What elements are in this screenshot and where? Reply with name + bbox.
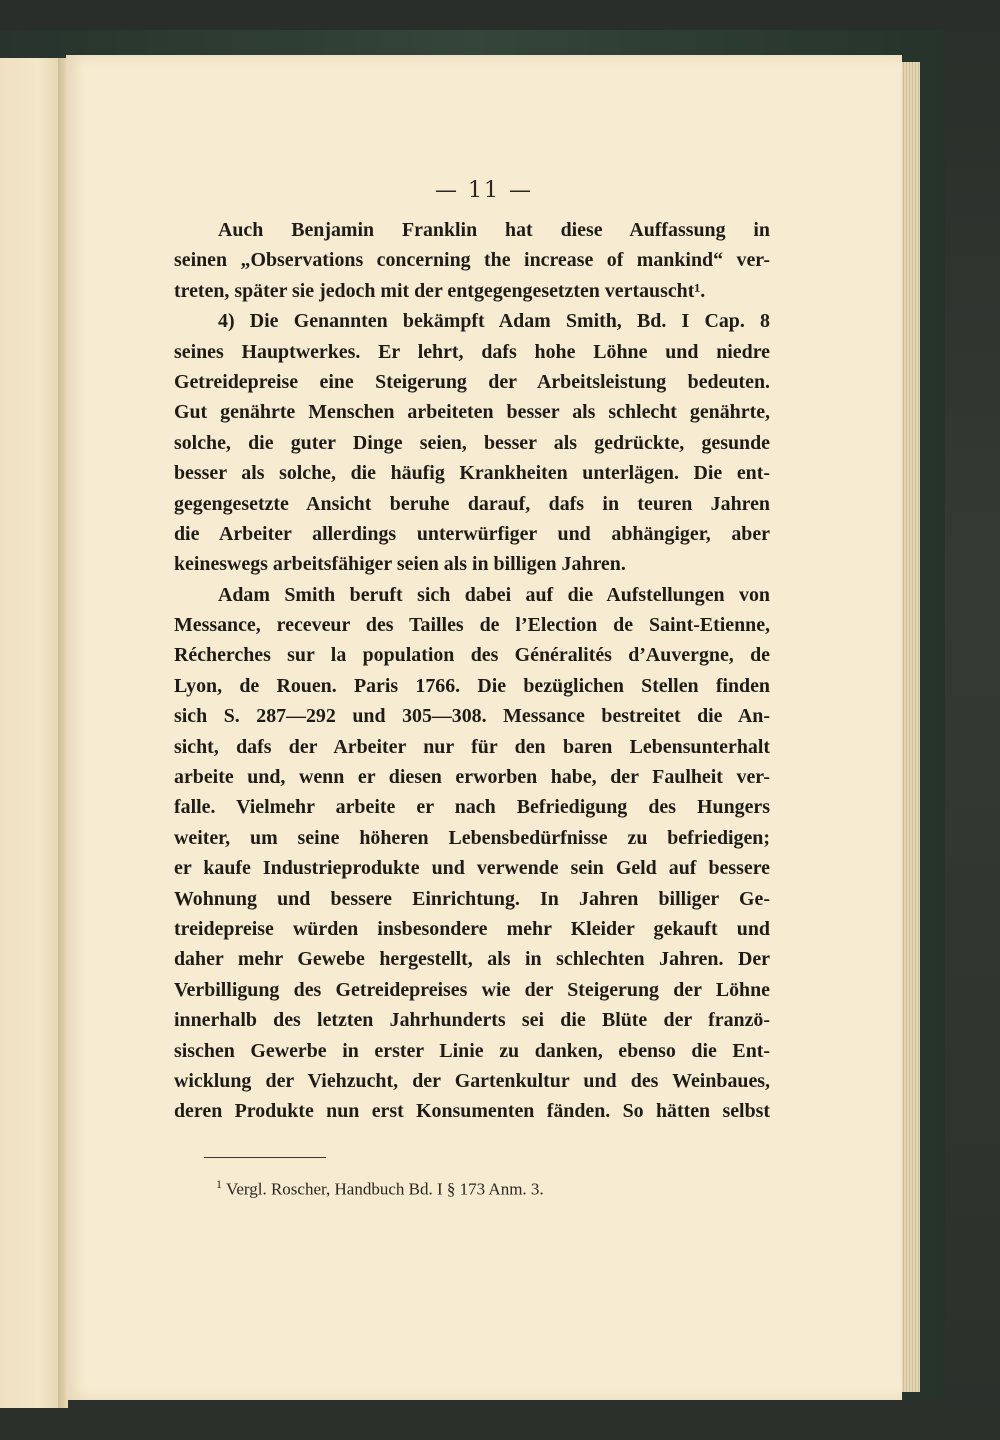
text-line: innerhalb des letzten Jahrhunderts sei die Blüte der franzö- [174,1009,770,1032]
text-line: treidepreise würden insbesondere mehr Kleider gekauft und [174,917,770,940]
text-line: weiter, um seine höheren Lebensbedürfnisse zu befriedigen; [174,826,770,849]
text-line: die Arbeiter allerdings unterwürfiger und abhängiger, aber [174,522,770,545]
text-line: deren Produkte nun erst Konsumenten fänden. So hätten selbst [174,1100,770,1123]
text-line: Gut genährte Menschen arbeiteten besser als schlecht genährte, [174,401,770,424]
footnote-divider [204,1157,326,1158]
text-line: treten, später sie jedoch mit der entgegengesetzten vertauscht¹. [174,279,706,302]
text-line: seines Hauptwerkes. Er lehrt, dafs hohe Löhne und niedre [174,340,770,363]
text-line: falle. Vielmehr arbeite er nach Befriedigung des Hungers [174,796,770,819]
text-line: er kaufe Industrieprodukte und verwende sein Geld auf bessere [174,857,770,880]
text-line: keineswegs arbeitsfähiger seien als in billigen Jahren. [174,553,626,576]
footnote [216,1177,544,1200]
text-line: sich S. 287—292 und 305—308. Messance bestreitet die An- [174,705,770,728]
text-line: Récherches sur la population des Généralités d’Auvergne, de [174,644,770,667]
footnote-text: Vergl. Roscher, Handbuch Bd. I § 173 Anm. 3. [225,1179,544,1199]
text-line: 4) Die Genannten bekämpft Adam Smith, Bd. I Cap. 8 [218,310,770,333]
text-line: Auch Benjamin Franklin hat diese Auffassung in [218,219,770,241]
text-line: Adam Smith beruft sich dabei auf die Aufstellungen von [218,583,770,606]
text-line: Wohnung und bessere Einrichtung. In Jahren billiger Ge- [174,887,770,910]
left-page [0,58,64,1408]
text-line: arbeite und, wenn er diesen erworben habe, der Faulheit ver- [174,766,770,789]
text-line: Verbilligung des Getreidepreises wie der Steigerung der Löhne [174,978,770,1001]
text-line: Getreidepreise eine Steigerung der Arbeitsleistung bedeuten. [174,370,770,393]
text-line: Lyon, de Rouen. Paris 1766. Die bezüglichen Stellen finden [174,674,770,697]
text-line: daher mehr Gewebe hergestellt, als in schlechten Jahren. Der [174,948,770,971]
book-page [66,55,902,1400]
text-line: besser als solche, die häufig Krankheiten unterlägen. Die ent- [174,462,770,485]
text-line: seinen „Observations concerning the increase of mankind“ ver- [174,249,770,272]
footnote-marker: 1 [216,1177,222,1191]
text-line: Messance, receveur des Tailles de l’Election de Saint-Etienne, [174,614,770,637]
text-line: gegengesetzte Ansicht beruhe darauf, dafs in teuren Jahren [174,492,770,515]
text-line: sicht, dafs der Arbeiter nur für den baren Lebensunterhalt [174,735,770,758]
text-line: sischen Gewerbe in erster Linie zu danken, ebenso die Ent- [174,1039,770,1062]
page-number: — 11 — [435,178,533,203]
text-line: wicklung der Viehzucht, der Gartenkultur und des Weinbaues, [174,1069,770,1092]
body-text [174,215,770,1127]
text-line: solche, die guter Dinge seien, besser als gedrückte, gesunde [174,431,770,454]
